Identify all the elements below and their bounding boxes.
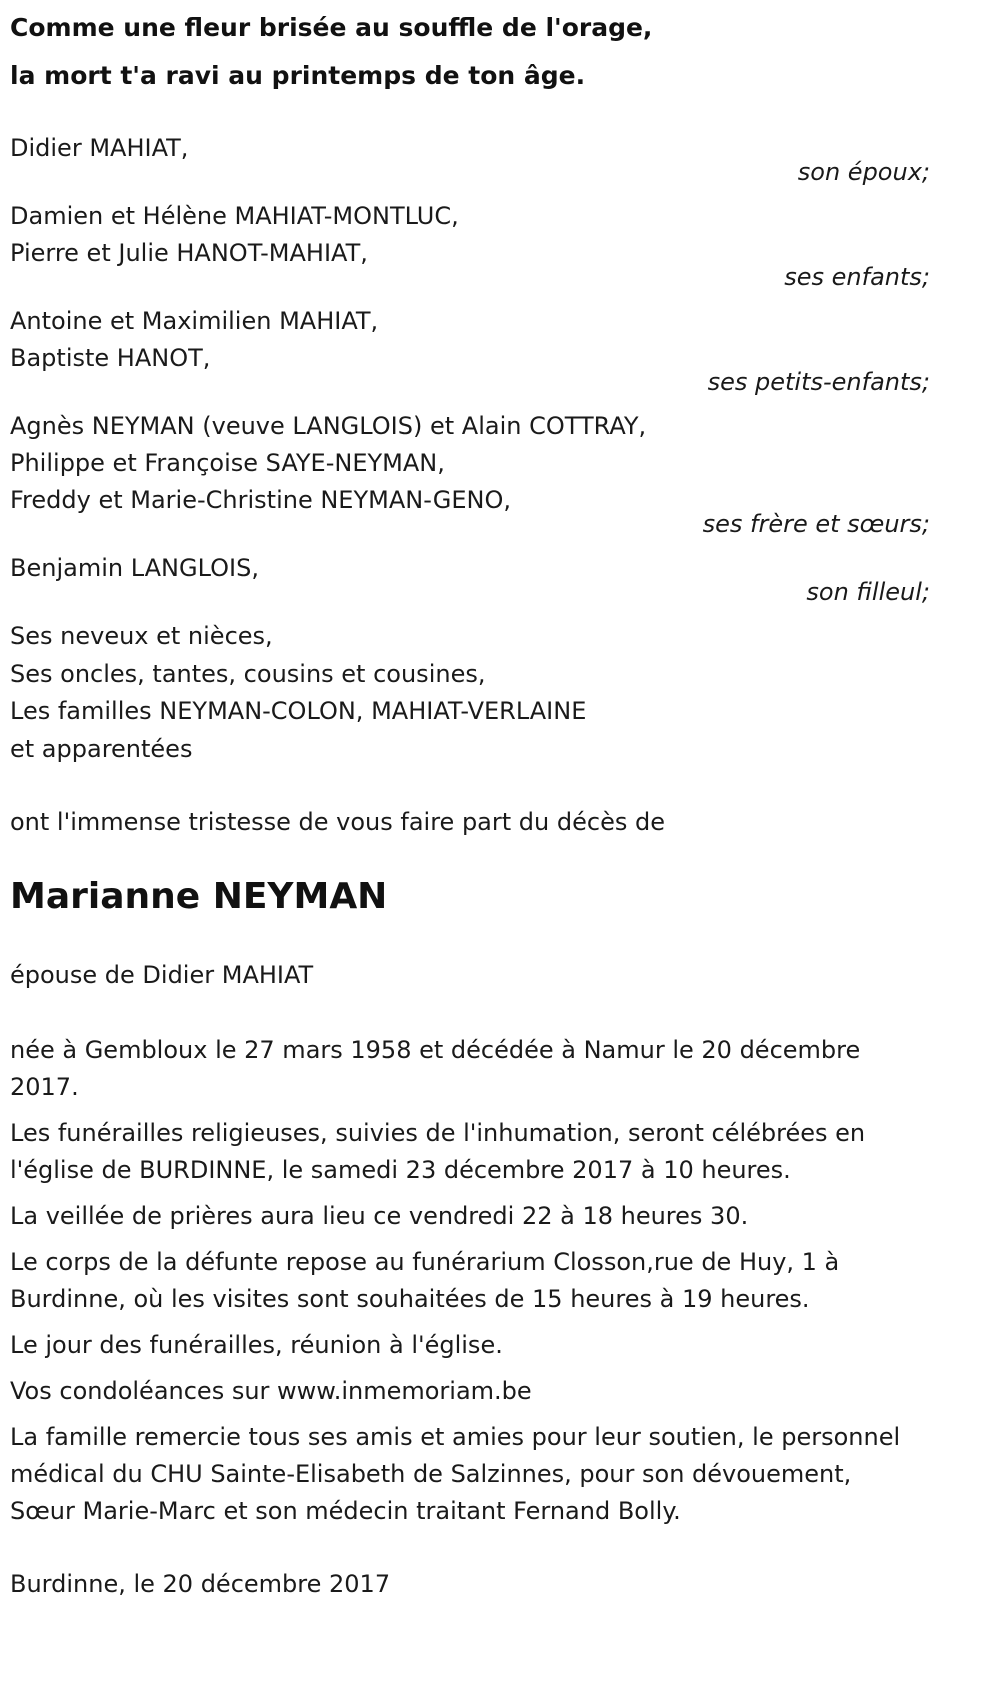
other-relative-line: Ses oncles, tantes, cousins et cousines, [10,659,486,688]
family-role: ses frère et sœurs; [702,510,930,538]
other-relative-line: et apparentées [10,734,193,763]
other-relative-line: Ses neveux et nièces, [10,622,273,650]
family-group-spouse [10,130,930,193]
family-member: Freddy et Marie-Christine NEYMAN-GENO, [10,486,511,514]
place-date-signoff: Burdinne, le 20 décembre 2017 [10,1570,391,1598]
family-role: ses enfants; [784,263,930,291]
epigraph-line-2: la mort t'a ravi au printemps de ton âge. [10,61,586,90]
spouse-line: épouse de Didier MAHIAT [10,961,314,989]
meeting-info: Le jour des funérailles, réunion à l'église. [10,1331,503,1359]
family-member: Antoine et Maximilien MAHIAT, [10,307,379,335]
other-relative-line: Les familles NEYMAN-COLON, MAHIAT-VERLAINE [10,697,587,725]
family-group-grandchildren [10,303,930,403]
family-role: ses petits-enfants; [707,368,930,396]
other-relatives [10,618,930,768]
family-member: Damien et Hélène MAHIAT-MONTLUC, [10,202,459,230]
epigraph-line-1: Comme une fleur brisée au souffle de l'orage, [10,13,653,42]
family-member: Didier MAHIAT, [10,134,189,162]
funeral-details [10,1032,920,1530]
family-group-children [10,198,930,298]
family-member: Pierre et Julie HANOT-MAHIAT, [10,239,368,267]
family-member: Philippe et Françoise SAYE-NEYMAN, [10,449,445,477]
family-group-godson [10,550,930,613]
thanks-paragraph: La famille remercie tous ses amis et amies pour leur soutien, le personnel médical du CHU Sainte-Elisabeth de Salzinnes, pour son dévouement, Sœur Marie-Marc et son médecin traitant Fernand Bolly. [10,1423,901,1525]
family-role: son époux; [797,158,930,186]
family-group-siblings [10,408,930,545]
announcement-intro: ont l'immense tristesse de vous faire part du décès de [10,808,665,836]
family-role: son filleul; [806,578,930,606]
condolences-info: Vos condoléances sur www.inmemoriam.be [10,1377,532,1405]
family-member: Baptiste HANOT, [10,344,211,372]
family-member: Agnès NEYMAN (veuve LANGLOIS) et Alain COTTRAY, [10,412,647,440]
family-list [10,130,930,768]
visitation-info: Le corps de la défunte repose au funérarium Closson,rue de Huy, 1 à Burdinne, où les visites sont souhaitées de 15 heures à 19 heures. [10,1248,840,1313]
birth-death-info: née à Gembloux le 27 mars 1958 et décédée à Namur le 20 décembre 2017. [10,1036,861,1101]
deceased-name: Marianne NEYMAN [10,876,388,917]
vigil-info: La veillée de prières aura lieu ce vendredi 22 à 18 heures 30. [10,1202,749,1230]
family-member: Benjamin LANGLOIS, [10,554,259,582]
epigraph [10,4,1000,100]
funeral-service-info: Les funérailles religieuses, suivies de l'inhumation, seront célébrées en l'église de BURDINNE, le samedi 23 décembre 2017 à 10 heures. [10,1119,866,1184]
